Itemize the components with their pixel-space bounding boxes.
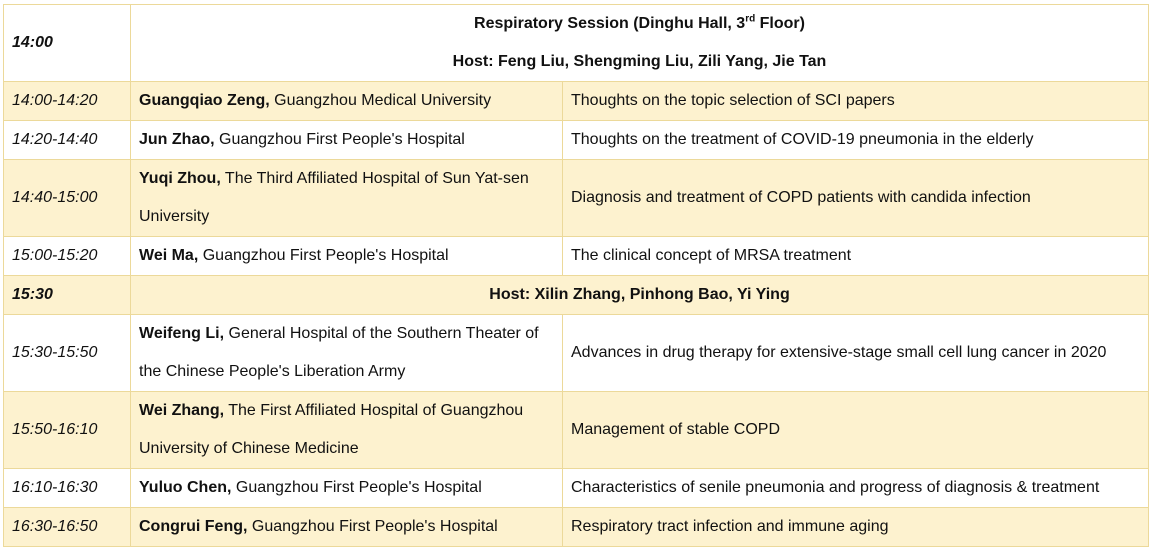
speaker [131, 315, 563, 392]
speaker-name: Wei Ma, [139, 247, 199, 264]
speaker-affiliation: The First Affiliated Hospital of Guangzhou University of Chinese Medicine [139, 402, 524, 457]
talk-time: 16:30-16:50 [4, 508, 131, 547]
speaker-affiliation: Guangzhou First People's Hospital [198, 247, 449, 264]
speaker-name: Jun Zhao, [139, 131, 215, 148]
talk-time: 14:20-14:40 [4, 121, 131, 160]
talk-row [4, 160, 1149, 237]
talk-topic: Characteristics of senile pneumonia and progress of diagnosis & treatment [563, 469, 1149, 508]
talk-time: 15:00-15:20 [4, 237, 131, 276]
talk-topic: Advances in drug therapy for extensive-stage small cell lung cancer in 2020 [563, 315, 1149, 392]
session-header-row [4, 5, 1149, 82]
talk-topic: The clinical concept of MRSA treatment [563, 237, 1149, 276]
talk-topic: Thoughts on the topic selection of SCI papers [563, 82, 1149, 121]
break-start-time: 15:30 [4, 276, 131, 315]
speaker [131, 160, 563, 237]
speaker-name: Yuqi Zhou, [139, 170, 221, 187]
speaker-affiliation: Guangzhou Medical University [269, 92, 492, 109]
talk-row [4, 469, 1149, 508]
schedule-table [3, 4, 1149, 547]
speaker [131, 469, 563, 508]
speaker [131, 508, 563, 547]
speaker-name: Wei Zhang, [139, 402, 225, 419]
speaker-name: Weifeng Li, [139, 325, 225, 342]
talk-row [4, 82, 1149, 121]
session-header [131, 5, 1149, 82]
speaker [131, 82, 563, 121]
speaker [131, 392, 563, 469]
talk-topic: Thoughts on the treatment of COVID-19 pneumonia in the elderly [563, 121, 1149, 160]
talk-topic: Diagnosis and treatment of COPD patients with candida infection [563, 160, 1149, 237]
speaker [131, 237, 563, 276]
speaker-affiliation: Guangzhou First People's Hospital [247, 518, 498, 535]
talk-time: 14:40-15:00 [4, 160, 131, 237]
talk-row [4, 392, 1149, 469]
talk-time: 14:00-14:20 [4, 82, 131, 121]
talk-time: 15:30-15:50 [4, 315, 131, 392]
break-host: Host: Xilin Zhang, Pinhong Bao, Yi Ying [131, 276, 1149, 315]
speaker-name: Congrui Feng, [139, 518, 248, 535]
session-title: Respiratory Session (Dinghu Hall, 3rd Floor) [474, 13, 805, 32]
talk-row [4, 315, 1149, 392]
session-host: Host: Feng Liu, Shengming Liu, Zili Yang, Jie Tan [452, 53, 827, 70]
session-start-time: 14:00 [4, 5, 131, 82]
talk-topic: Respiratory tract infection and immune aging [563, 508, 1149, 547]
talk-row [4, 121, 1149, 160]
talk-row [4, 237, 1149, 276]
speaker-affiliation: Guangzhou First People's Hospital [214, 131, 465, 148]
talk-row [4, 508, 1149, 547]
talk-time: 16:10-16:30 [4, 469, 131, 508]
talk-time: 15:50-16:10 [4, 392, 131, 469]
speaker-affiliation: Guangzhou First People's Hospital [231, 479, 482, 496]
speaker-affiliation: General Hospital of the Southern Theater of the Chinese People's Liberation Army [139, 325, 539, 380]
speaker-name: Guangqiao Zeng, [139, 92, 270, 109]
speaker-name: Yuluo Chen, [139, 479, 232, 496]
speaker-affiliation: The Third Affiliated Hospital of Sun Yat-sen University [139, 170, 529, 225]
host-row [4, 276, 1149, 315]
talk-topic: Management of stable COPD [563, 392, 1149, 469]
speaker [131, 121, 563, 160]
